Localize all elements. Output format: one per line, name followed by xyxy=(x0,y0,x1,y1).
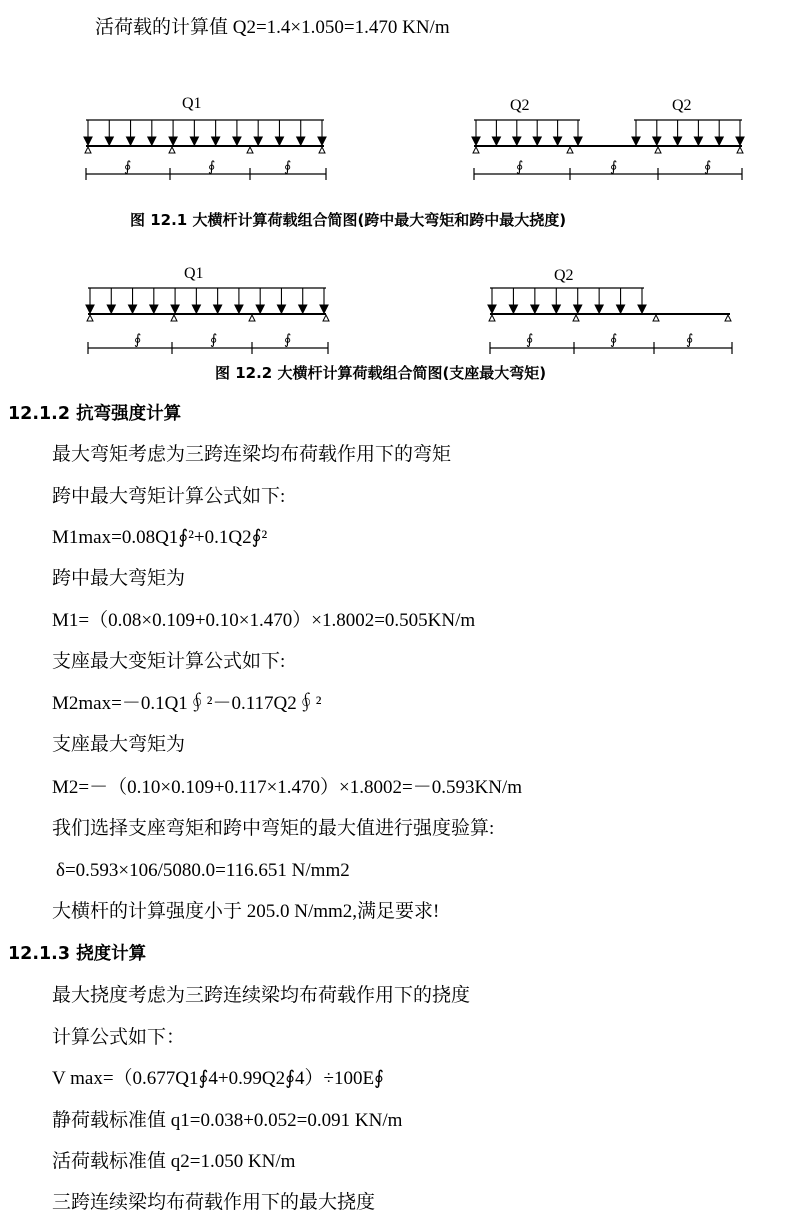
formula-line: M1=（0.08×0.109+0.10×1.470）×1.8002=0.505KN/m xyxy=(52,610,476,631)
support-triangle xyxy=(85,147,91,153)
section-heading-bending: 12.1.2 抗弯强度计算 xyxy=(8,404,182,424)
body-text-line: 大横杆的计算强度小于 205.0 N/mm2,满足要求! xyxy=(52,901,440,922)
formula-line: M1max=0.08Q1∮²+0.1Q2∮² xyxy=(52,527,268,548)
body-text-line: 跨中最大弯矩计算公式如下: xyxy=(52,486,286,507)
span-label: ∮ xyxy=(284,160,292,175)
formula-line: M2max=－0.1Q1∮²－0.117Q2∮² xyxy=(52,693,322,714)
load-arrowhead xyxy=(488,305,496,313)
body-text-line: 活荷载标准值 q2=1.050 KN/m xyxy=(52,1151,296,1172)
load-arrowhead xyxy=(617,305,625,313)
load-arrowhead xyxy=(192,305,200,313)
body-text-line: 三跨连续梁均布荷载作用下的最大挠度 xyxy=(52,1192,376,1213)
formula-line: V max=（0.677Q1∮4+0.99Q2∮4）÷100E∮ xyxy=(52,1068,384,1089)
load-arrowhead xyxy=(533,137,541,145)
support-triangle xyxy=(655,147,661,153)
span-label: ∮ xyxy=(704,160,712,175)
supports-left xyxy=(87,315,329,321)
support-triangle xyxy=(567,147,573,153)
supports-right xyxy=(473,147,743,153)
support-triangle xyxy=(169,147,175,153)
load-arrowhead xyxy=(105,137,113,145)
span-label: ∮ xyxy=(516,160,524,175)
span-label: ∮ xyxy=(208,160,216,175)
support-triangle xyxy=(573,315,579,321)
load-arrowhead xyxy=(277,305,285,313)
load-label-q1: Q1 xyxy=(182,95,202,112)
load-arrowhead xyxy=(107,305,115,313)
load-arrowhead xyxy=(256,305,264,313)
load-arrowhead xyxy=(638,305,646,313)
load-arrowhead xyxy=(214,305,222,313)
load-arrowhead xyxy=(492,137,500,145)
figure-12-2-caption: 图 12.2 大横杆计算荷载组合简图(支座最大弯矩) xyxy=(215,364,547,382)
load-arrowhead xyxy=(472,137,480,145)
load-arrows-right xyxy=(488,288,646,313)
load-arrowhead xyxy=(574,305,582,313)
supports-right xyxy=(489,315,731,321)
load-arrowhead xyxy=(694,137,702,145)
load-arrowhead xyxy=(715,137,723,145)
span-label: ∮ xyxy=(134,333,142,348)
load-arrowhead xyxy=(595,305,603,313)
support-triangle xyxy=(319,147,325,153)
load-arrows-left xyxy=(84,120,326,145)
figure-12-2-diagram xyxy=(0,258,790,358)
span-label: ∮ xyxy=(284,333,292,348)
load-arrowhead xyxy=(129,305,137,313)
support-triangle xyxy=(249,315,255,321)
support-triangle xyxy=(87,315,93,321)
body-text-line: 最大弯矩考虑为三跨连梁均布荷载作用下的弯矩 xyxy=(52,444,452,465)
load-arrowhead xyxy=(190,137,198,145)
load-arrowhead xyxy=(318,137,326,145)
load-arrowhead xyxy=(736,137,744,145)
load-arrowhead xyxy=(554,137,562,145)
body-text-line: 支座最大变矩计算公式如下: xyxy=(52,651,286,672)
load-arrowhead xyxy=(574,137,582,145)
load-arrowhead xyxy=(84,137,92,145)
support-triangle xyxy=(489,315,495,321)
load-arrowhead xyxy=(674,137,682,145)
support-triangle xyxy=(653,315,659,321)
load-arrowhead xyxy=(552,305,560,313)
body-text-line: 最大挠度考虑为三跨连续梁均布荷载作用下的挠度 xyxy=(52,985,471,1006)
span-label: ∮ xyxy=(526,333,534,348)
load-arrowhead xyxy=(653,137,661,145)
span-label: ∮ xyxy=(686,333,694,348)
support-triangle xyxy=(737,147,743,153)
load-arrowhead xyxy=(632,137,640,145)
load-arrowhead xyxy=(320,305,328,313)
load-arrows-right xyxy=(472,120,744,145)
body-text-line: 静荷载标准值 q1=0.038+0.052=0.091 KN/m xyxy=(52,1110,403,1131)
live-load-calc-text: 活荷载的计算值 Q2=1.4×1.050=1.470 KN/m xyxy=(95,17,450,38)
load-arrowhead xyxy=(299,305,307,313)
load-arrowhead xyxy=(531,305,539,313)
body-text-line: 我们选择支座弯矩和跨中弯矩的最大值进行强度验算: xyxy=(52,818,495,839)
load-arrowhead xyxy=(86,305,94,313)
load-arrowhead xyxy=(169,137,177,145)
support-triangle xyxy=(247,147,253,153)
load-arrowhead xyxy=(254,137,262,145)
load-arrowhead xyxy=(150,305,158,313)
load-arrowhead xyxy=(127,137,135,145)
load-arrowhead xyxy=(233,137,241,145)
load-label-q1: Q1 xyxy=(184,265,204,282)
load-arrowhead xyxy=(235,305,243,313)
figure-12-1-caption: 图 12.1 大横杆计算荷载组合简图(跨中最大弯矩和跨中最大挠度) xyxy=(130,211,567,229)
support-triangle xyxy=(473,147,479,153)
support-triangle xyxy=(323,315,329,321)
load-arrowhead xyxy=(212,137,220,145)
load-arrowhead xyxy=(297,137,305,145)
formula-line: δ=0.593×106/5080.0=116.651 N/mm2 xyxy=(56,860,350,881)
section-heading-deflection: 12.1.3 挠度计算 xyxy=(8,944,147,964)
span-label: ∮ xyxy=(610,333,618,348)
span-label: ∮ xyxy=(610,160,618,175)
figure-12-1-diagram xyxy=(0,88,790,188)
load-label-q2: Q2 xyxy=(510,97,530,114)
span-label: ∮ xyxy=(210,333,218,348)
load-arrowhead xyxy=(509,305,517,313)
load-label-q2: Q2 xyxy=(554,267,574,284)
support-triangle xyxy=(725,315,731,321)
body-text-line: 计算公式如下： xyxy=(52,1027,186,1048)
load-arrowhead xyxy=(148,137,156,145)
span-label: ∮ xyxy=(124,160,132,175)
load-arrowhead xyxy=(275,137,283,145)
body-text-line: 支座最大弯矩为 xyxy=(52,734,186,755)
load-arrows-left xyxy=(86,288,328,313)
load-arrowhead xyxy=(171,305,179,313)
body-text-line: 跨中最大弯矩为 xyxy=(52,568,186,589)
support-triangle xyxy=(171,315,177,321)
supports-left xyxy=(85,147,325,153)
load-arrowhead xyxy=(513,137,521,145)
load-label-q2: Q2 xyxy=(672,97,692,114)
formula-line: M2=－（0.10×0.109+0.117×1.470）×1.8002=－0.593KN/m xyxy=(52,777,522,798)
